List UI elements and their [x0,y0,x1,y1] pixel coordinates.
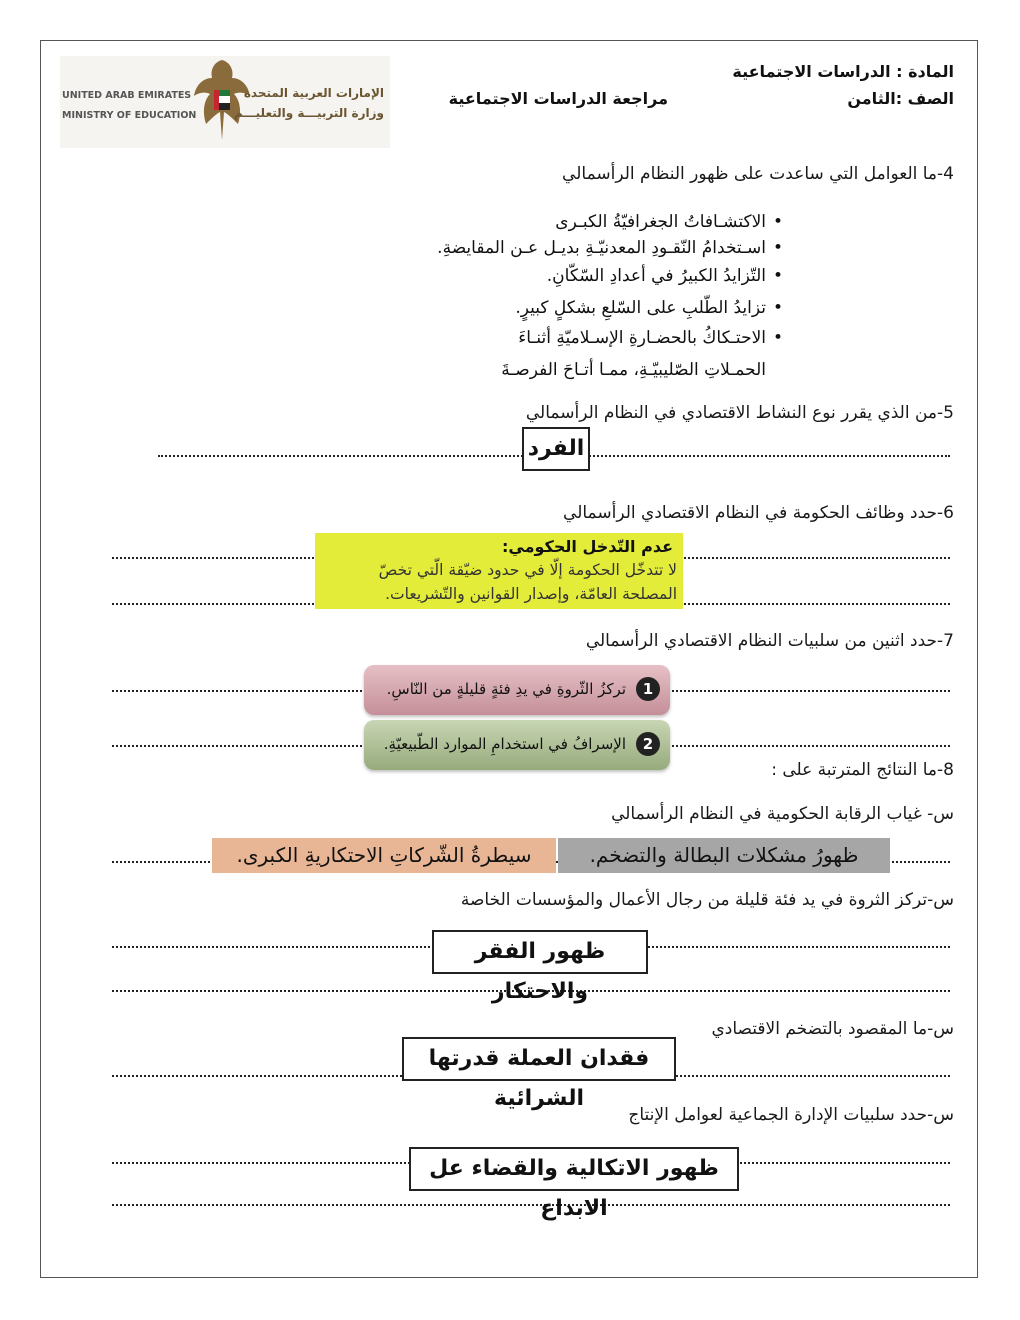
number-badge: 2 [636,732,660,756]
ministry-logo [60,56,390,148]
sub4-answer-box: ظهور الاتكالية والقضاء عل الابداع [409,1147,739,1191]
negative-item-text: الإسرافُ في استخدامِ الموارد الطّبيعيّةِ. [383,735,626,753]
logo-ar-line1: الإمارات العربية المتحدة [243,86,384,100]
note-line-1: لا تتدخّل الحكومة إلّا في حدود ضيّقة الّتي تخصّ [378,561,677,579]
note-line-2: المصلحة العامّة، وإصدار القوانين والتّشريعات. [385,585,677,603]
subject-label: المادة : الدراسات الاجتماعية [732,62,954,81]
answer-line [112,1204,950,1206]
sub3-answer-box: فقدان العملة قدرتها الشرائية [402,1037,676,1081]
logo-en-line2: MINISTRY OF EDUCATION [62,110,197,121]
question-8: 8-ما النتائج المترتبة على : [771,760,954,780]
number-badge: 1 [636,677,660,701]
q4-bullet-2: •اسـتخدامُ النّقـودِ المعدنيّـةِ بديـل عـن المقايضةِ. [437,238,784,258]
question-8-sub-2: س-تركز الثروة في يد فئة قليلة من رجال الأعمال والمؤسسات الخاصة [460,890,954,910]
q4-bullet-1: •الاكتشـافاتُ الجغرافيّةُ الكبـرى [555,212,784,232]
logo-en-line1: UNITED ARAB EMIRATES [62,90,192,101]
falcon-emblem-icon [190,56,254,148]
q5-answer-box: الفرد [522,427,590,471]
question-8-sub-3: س-ما المقصود بالتضخم الاقتصادي [711,1019,954,1039]
q4-bullet-5: •الاحتـكاكُ بالحضـارةِ الإسـلاميّةِ أثنـاءَ [518,328,784,348]
bullet-text: الاكتشـافاتُ الجغرافيّةُ الكبـرى [555,212,766,232]
negative-item-text: تركزُ الثّروةِ في يدِ فئةٍ قليلةٍ من النّاسِ. [386,680,626,698]
q4-bullet-continuation: الحمـلاتِ الصّليبيّـةِ، ممـا أتـاحَ الفرصـةَ [501,360,766,380]
bullet-text: التّزايدُ الكبيرُ في أعدادِ السّكّانِ. [546,266,766,286]
question-5: 5-من الذي يقرر نوع النشاط الاقتصادي في النظام الرأسمالي [525,403,954,423]
question-4: 4-ما العوامل التي ساعدت على ظهور النظام الرأسمالي [562,164,954,184]
note-title: عدم التّدخل الحكومي: [502,537,673,556]
q4-bullet-3: •التّزايدُ الكبيرُ في أعدادِ السّكّانِ. [546,266,784,286]
sub1-answer-unemployment: ظهورُ مشكلات البطالة والتضخم. [558,838,890,873]
question-7: 7-حدد اثنين من سلبيات النظام الاقتصادي الرأسمالي [585,631,954,651]
bullet-text: اسـتخدامُ النّقـودِ المعدنيّـةِ بديـل عـن المقايضةِ. [437,238,766,258]
question-8-sub-4: س-حدد سلبيات الإدارة الجماعية لعوامل الإنتاج [628,1105,954,1125]
page-title: مراجعة الدراسات الاجتماعية [448,89,668,108]
sub2-answer-box: ظهور الفقر والاحتكار [432,930,648,974]
bullet-text: الاحتـكاكُ بالحضـارةِ الإسـلاميّةِ أثنـاءَ [518,328,766,348]
question-6: 6-حدد وظائف الحكومة في النظام الاقتصادي الرأسمالي [563,503,954,523]
q4-bullet-4: •تزايدُ الطّلبِ على السّلعِ بشكلٍ كبيرٍ. [515,298,784,318]
negative-item-1 [364,665,670,715]
bullet-text: تزايدُ الطّلبِ على السّلعِ بشكلٍ كبيرٍ. [515,298,766,318]
sub1-answer-monopoly: سيطرةُ الشّركاتِ الاحتكاريةِ الكبرى. [212,838,556,873]
grade-label: الصف :الثامن [847,89,954,108]
question-8-sub-1: س- غياب الرقابة الحكومية في النظام الرأسمالي [611,804,954,824]
negative-item-2 [364,720,670,770]
government-role-note [315,533,683,609]
logo-ar-line2: وزارة التربيـــة والتعليـــم [233,106,384,120]
